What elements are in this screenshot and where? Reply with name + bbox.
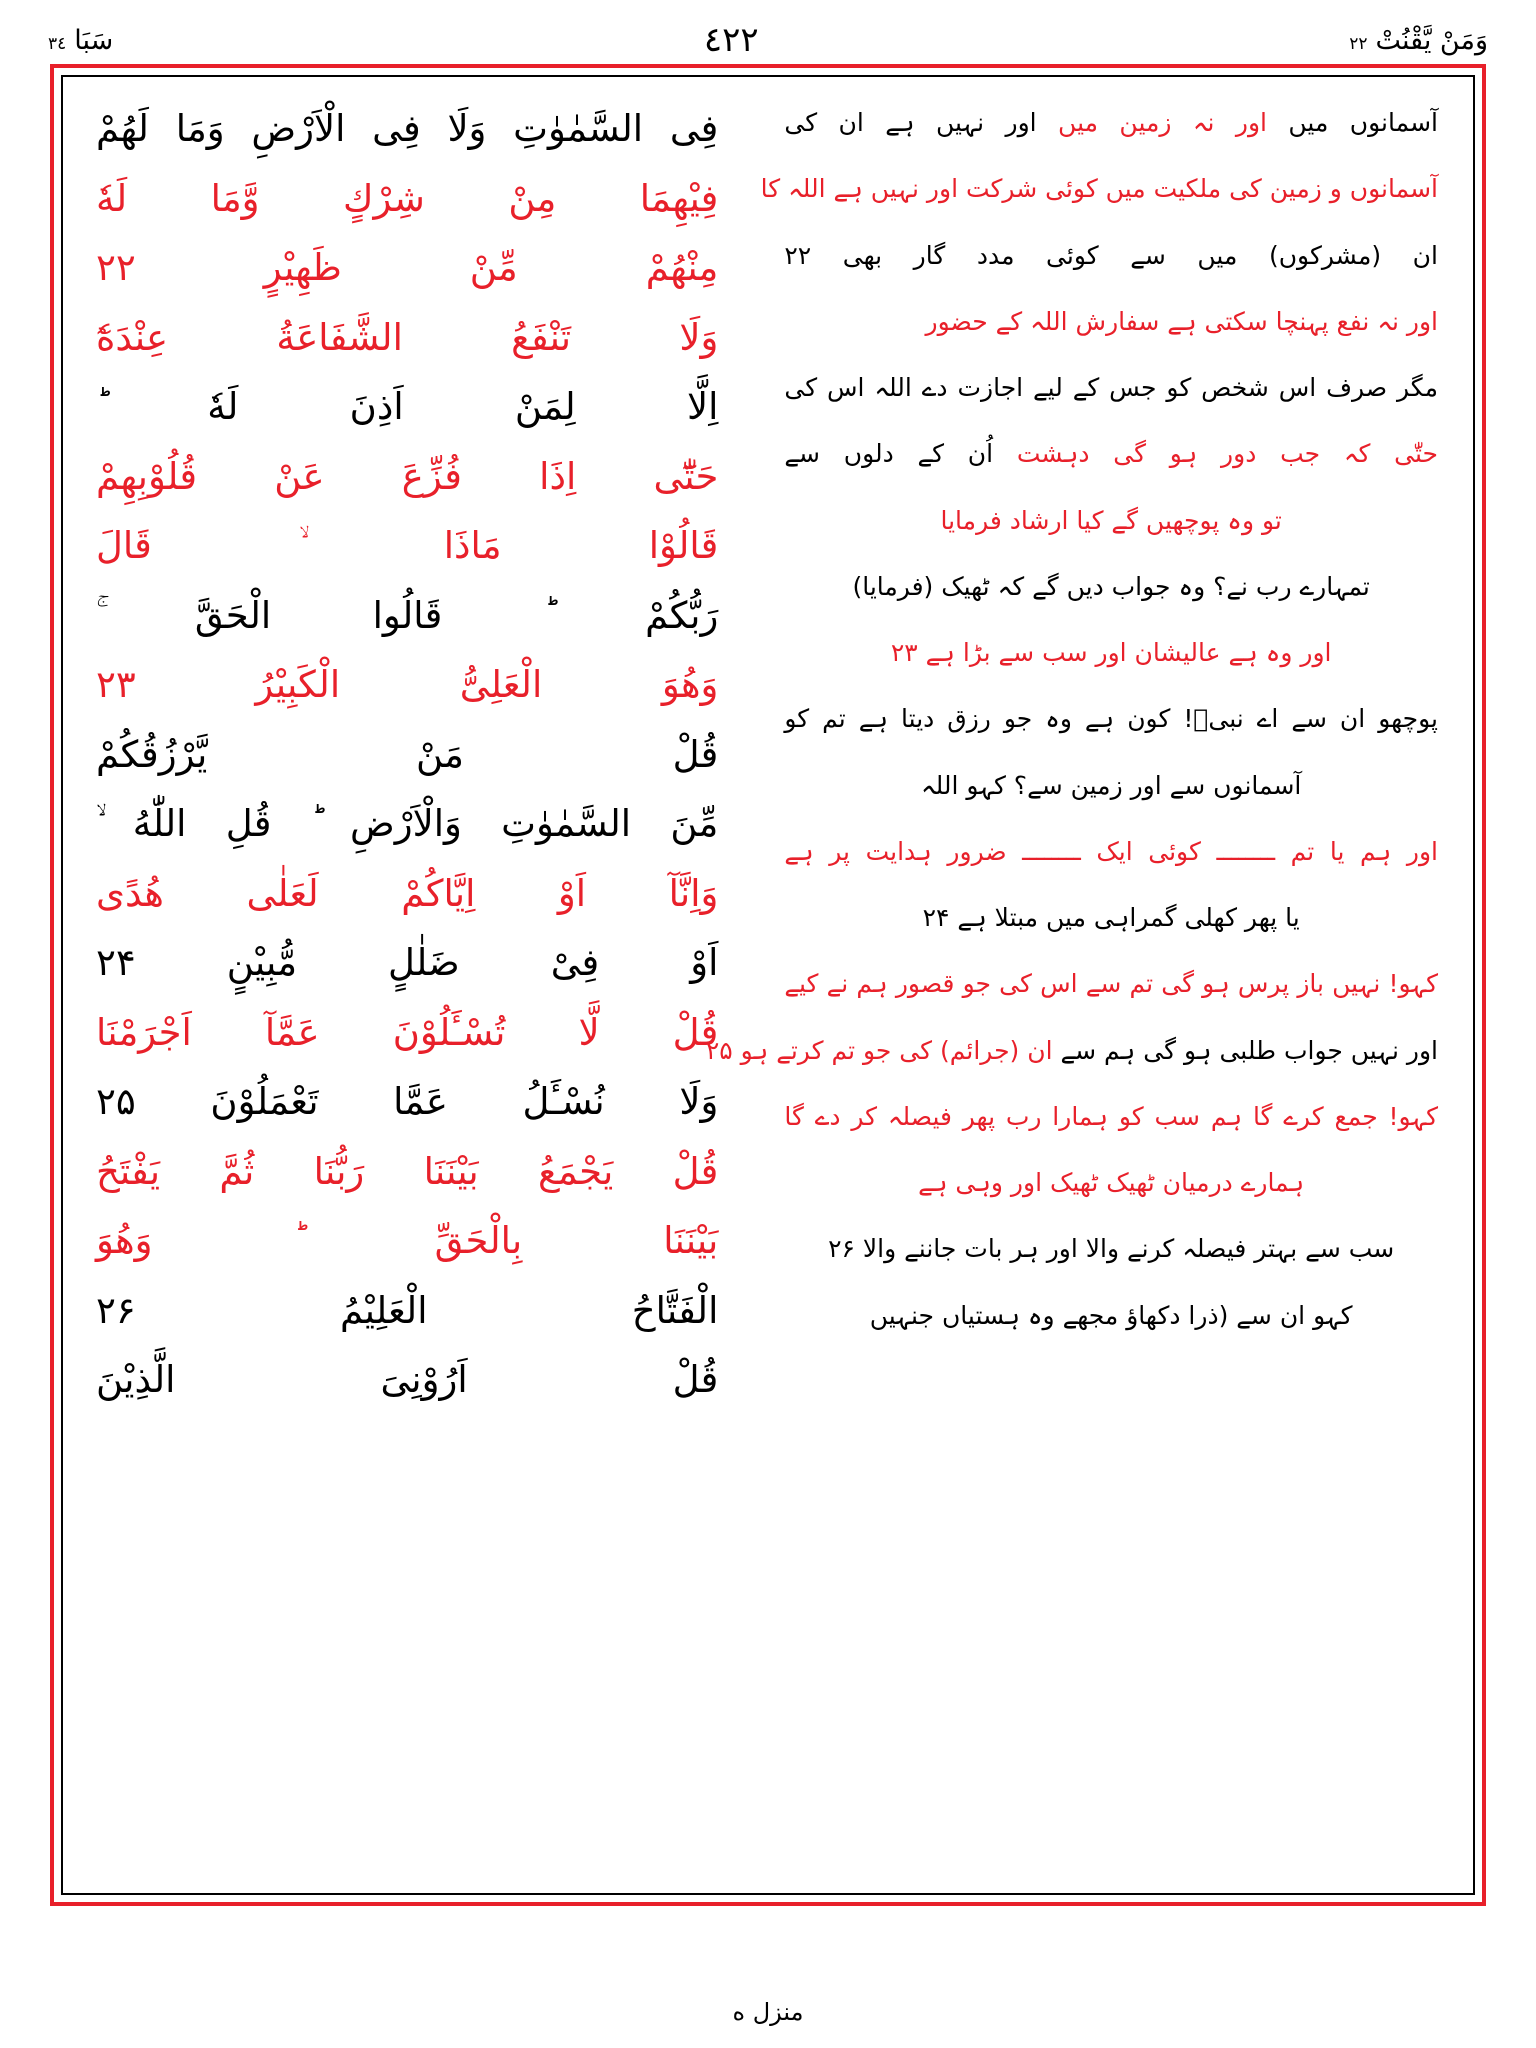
urdu-line [784, 240, 1438, 270]
arabic-line: وَلَا تَنْفَعُ الشَّفَاعَةُ عِنْدَهٗٓ [96, 315, 719, 359]
text-columns [56, 78, 1480, 1894]
arabic-line: قُلْ اَرُوْنِىَ الَّذِيْنَ [96, 1358, 719, 1401]
urdu-segment: سب سے بہتر فیصلہ کرنے والا اور ہر بات جاننے والا ۲۶ [828, 1234, 1395, 1264]
urdu-segment: تو وہ پوچھیں گے کیا ارشاد فرمایا [940, 505, 1282, 535]
page-footer: منزل ه [732, 1998, 804, 2026]
arabic-line: حَتّٰٓى اِذَا فُزِّعَ عَنْ قُلُوْبِهِمْ [96, 454, 719, 498]
urdu-line [784, 1236, 1438, 1262]
urdu-line [784, 375, 1438, 401]
urdu-segment: اور ہم یا تم ــــــــ کوئی ایک ــــــــ ضرور ہدایت پر ہے [784, 836, 1438, 866]
urdu-line [784, 1101, 1438, 1131]
urdu-segment: کہو! نہیں باز پرس ہو گی تم سے اس کی جو قصور ہم نے کیے [784, 969, 1438, 999]
urdu-column [705, 104, 1450, 1874]
urdu-line [784, 770, 1438, 800]
arabic-line: فِى السَّمٰوٰتِ وَلَا فِى الْاَرْضِ وَمَا لَهُمْ [96, 107, 719, 150]
urdu-line [784, 441, 1438, 467]
header-left-title: سَبَا [74, 24, 114, 56]
urdu-segment: آسمانوں سے اور زمین سے؟ کہو اللہ [920, 770, 1302, 800]
header-surah-left [48, 25, 113, 56]
urdu-line [784, 505, 1438, 535]
header-surah-right [1349, 25, 1488, 56]
urdu-segment: حتّٰی کہ جب دور ہو گی دہشت [993, 439, 1438, 469]
urdu-line [784, 836, 1438, 866]
urdu-segment: آسمانوں میں [1266, 108, 1438, 137]
arabic-line: مِنْهُمْ مِّنْ ظَهِيْرٍ ۲۲ [96, 246, 719, 289]
urdu-line [784, 306, 1438, 336]
arabic-line: وَاِنَّآ اَوْ اِيَّاكُمْ لَعَلٰى هُدًى [96, 871, 719, 915]
urdu-segment: اُن کے دلوں سے [784, 439, 994, 469]
arabic-line: اَوْ فِىْ ضَلٰلٍ مُّبِيْنٍ ۲۴ [96, 941, 719, 984]
urdu-segment: کہو! جمع کرے گا ہم سب کو ہمارا رب پھر فیصلہ کر دے گا [784, 1101, 1438, 1131]
urdu-segment: ان (مشرکوں) میں سے کوئی مدد گار بھی ۲۲ [784, 240, 1438, 270]
arabic-line: قُلْ مَنْ يَّرْزُقُكُمْ [96, 732, 719, 776]
header-left-number: ٣٤ [48, 33, 67, 54]
arabic-line: فِيْهِمَا مِنْ شِرْكٍ وَّمَا لَهٗ [96, 176, 719, 220]
arabic-line: قُلْ يَجْمَعُ بَيْنَنَا رَبُّنَا ثُمَّ يَفْتَحُ [96, 1149, 719, 1193]
urdu-line [784, 1300, 1438, 1330]
urdu-segment: اور نہ زمین میں [1036, 108, 1267, 137]
urdu-segment: اور نہیں ہے ان کی [784, 108, 1037, 137]
urdu-segment: آسمانوں و زمین کی ملکیت میں کوئی شرکت اور نہیں ہے اللہ کا [760, 174, 1438, 204]
arabic-line: اِلَّا لِمَنْ اَذِنَ لَهٗ ؕ [96, 385, 719, 428]
urdu-segment: پوچھو ان سے اے نبیؐ! کون ہے وہ جو رزق دیتا ہے تم کو [784, 704, 1438, 734]
urdu-line [784, 640, 1438, 666]
urdu-line [784, 571, 1438, 601]
urdu-line [784, 706, 1438, 732]
urdu-segment: تمہارے رب نے؟ وہ جواب دیں گے کہ ٹھیک (فرمایا) [852, 571, 1370, 601]
urdu-segment: اور نہ نفع پہنچا سکتی ہے سفارش اللہ کے حضور [925, 306, 1438, 336]
arabic-line: قُلْ لَّا تُسْـَٔلُوْنَ عَمَّآ اَجْرَمْنَا [96, 1010, 719, 1054]
arabic-line: وَلَا نُسْـَٔلُ عَمَّا تَعْمَلُوْنَ ۲۵ [96, 1080, 719, 1123]
page-number: ٤٢٢ [703, 20, 759, 60]
page-header [48, 14, 1488, 66]
arabic-line: قَالُوْا مَاذَا ۙ قَالَ [96, 524, 719, 567]
urdu-segment: کہو ان سے (ذرا دکھاؤ مجھے وہ ہستیاں جنہیں [869, 1300, 1353, 1330]
urdu-segment: ان (جرائم) کی جو تم کرتے ہو ۲۵ [705, 1035, 1053, 1065]
urdu-segment: ہمارے درمیان ٹھیک ٹھیک اور وہی ہے [918, 1168, 1305, 1197]
arabic-line: الْفَتَّاحُ الْعَلِيْمُ ۲۶ [96, 1288, 719, 1332]
arabic-column [86, 104, 754, 1874]
urdu-segment: مگر صرف اس شخص کو جس کے لیے اجازت دے اللہ اس کی [784, 373, 1438, 402]
header-right-number: ٢٢ [1349, 33, 1368, 54]
arabic-line: رَبُّكُمْ ؕ قَالُوا الْحَقَّ ۚ [96, 593, 719, 637]
urdu-line [784, 1170, 1438, 1196]
urdu-line [784, 971, 1438, 997]
urdu-segment: یا پھر کھلی گمراہی میں مبتلا ہے ۲۴ [922, 903, 1300, 932]
urdu-line [784, 905, 1438, 931]
urdu-line [705, 1035, 1438, 1065]
header-right-title: وَمَنْ يَّقْنُتْ [1375, 24, 1488, 56]
urdu-segment: اور نہیں جواب طلبی ہو گی ہم سے [1052, 1035, 1438, 1065]
arabic-line: مِّنَ السَّمٰوٰتِ وَالْاَرْضِ ؕ قُلِ اللّٰهُ ۙ [96, 802, 719, 845]
urdu-line [784, 110, 1438, 136]
urdu-segment: اور وہ ہے عالیشان اور سب سے بڑا ہے ۲۳ [890, 638, 1332, 667]
urdu-line [760, 174, 1438, 204]
arabic-line: وَهُوَ الْعَلِىُّ الْكَبِيْرُ ۲۳ [96, 663, 719, 706]
arabic-line: بَيْنَنَا بِالْحَقِّ ؕ وَهُوَ [96, 1219, 719, 1262]
